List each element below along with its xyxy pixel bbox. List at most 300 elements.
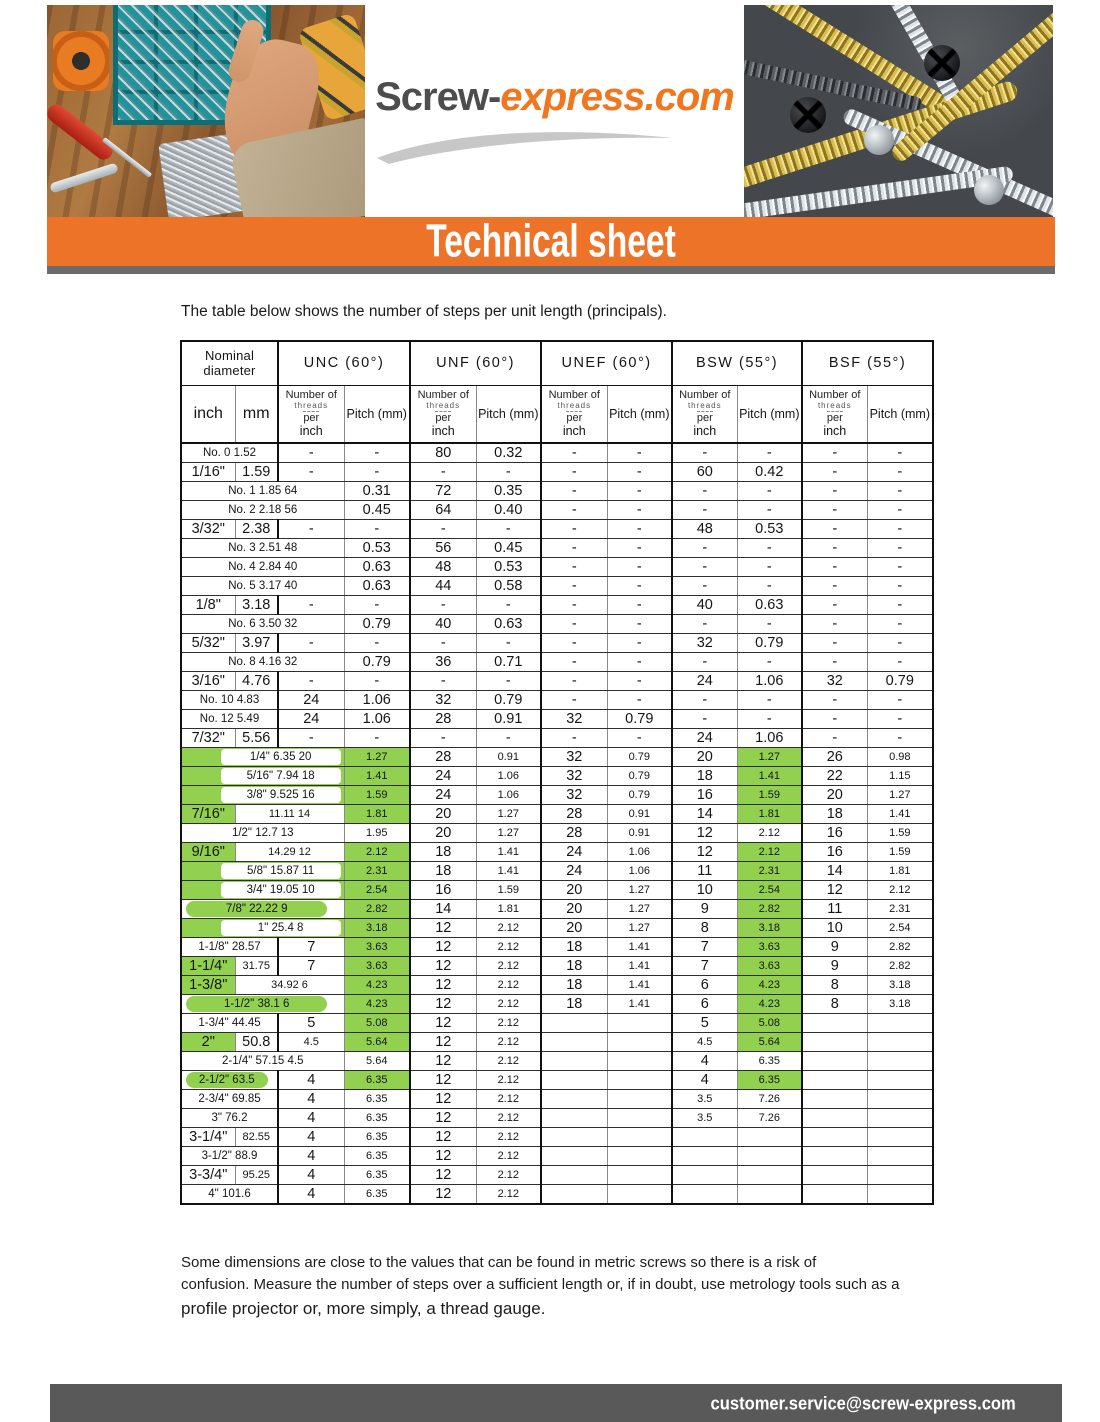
cell (607, 1147, 672, 1166)
cell: 0.53 (737, 520, 802, 539)
cell: - (541, 615, 607, 634)
cell: 11 (802, 900, 867, 919)
note-line: profile projector or, more simply, a thread gauge. (181, 1299, 546, 1318)
cell: 5.08 (344, 1014, 410, 1033)
cell: - (607, 443, 672, 463)
cell: 1.41 (344, 767, 410, 786)
cell: - (541, 653, 607, 672)
cell: 5/32" (181, 634, 235, 653)
cell: 3.63 (344, 957, 410, 976)
cell: 0.40 (476, 501, 541, 520)
cell (541, 1033, 607, 1052)
cell: - (541, 443, 607, 463)
cell: - (802, 710, 867, 729)
cell: 20 (802, 786, 867, 805)
cell: - (476, 672, 541, 691)
cell: 12 (410, 995, 476, 1014)
cell: 32 (541, 748, 607, 767)
cell: - (737, 615, 802, 634)
cell: 5 (278, 1014, 344, 1033)
cell: - (476, 634, 541, 653)
cell: 2.12 (476, 919, 541, 938)
cell: 0.71 (476, 653, 541, 672)
cell: 44 (410, 577, 476, 596)
table-row (181, 634, 933, 653)
cell: 1.59 (867, 843, 933, 862)
cell: - (802, 577, 867, 596)
cell: 3/4" 19.05 10 (181, 881, 344, 900)
cell (802, 1109, 867, 1128)
cell: 4" 101.6 (181, 1185, 278, 1205)
table-row (181, 539, 933, 558)
cell: - (278, 520, 344, 539)
table-row (181, 1014, 933, 1033)
cell: - (410, 634, 476, 653)
table-row (181, 1185, 933, 1205)
cell: No. 6 3.50 32 (181, 615, 344, 634)
cell: - (737, 710, 802, 729)
cell: 0.31 (344, 482, 410, 501)
table-row (181, 786, 933, 805)
cell: - (802, 596, 867, 615)
cell (802, 1052, 867, 1071)
cell: - (278, 443, 344, 463)
col-header-threads-per-inch: Number of threads per inch (541, 385, 607, 443)
cell: 12 (410, 919, 476, 938)
cell: 2.54 (737, 881, 802, 900)
table-row (181, 1147, 933, 1166)
cell (672, 1166, 737, 1185)
cell: 12 (410, 938, 476, 957)
cell: - (476, 596, 541, 615)
cell: 3.63 (344, 938, 410, 957)
table-row (181, 1109, 933, 1128)
cell: 1.59 (235, 463, 278, 482)
cell: 20 (410, 824, 476, 843)
cell: 6.35 (344, 1090, 410, 1109)
cell (541, 1128, 607, 1147)
cell: 6 (672, 976, 737, 995)
cell: 0.91 (607, 824, 672, 843)
cell: 6 (672, 995, 737, 1014)
cell: 7/8" 22.22 9 (181, 900, 344, 919)
table-row (181, 976, 933, 995)
cell: 4 (278, 1090, 344, 1109)
table-row (181, 957, 933, 976)
cell (607, 1166, 672, 1185)
cell: 20 (541, 919, 607, 938)
cell (737, 1128, 802, 1147)
cell: - (737, 577, 802, 596)
cell: - (278, 596, 344, 615)
cell: 3.18 (867, 995, 933, 1014)
cell: - (607, 520, 672, 539)
cell: - (607, 672, 672, 691)
cell: 3.18 (867, 976, 933, 995)
cell: 5 (672, 1014, 737, 1033)
cell (541, 1071, 607, 1090)
cell: 1-3/4" 44.45 (181, 1014, 278, 1033)
thread-table-wrapper (180, 340, 934, 1205)
cell (867, 1014, 933, 1033)
cell: 7 (278, 938, 344, 957)
cell: 9 (802, 957, 867, 976)
cell (802, 1166, 867, 1185)
logo-text-orange: express.com (500, 75, 734, 119)
cell: 0.35 (476, 482, 541, 501)
cell: 2.12 (867, 881, 933, 900)
cell: - (672, 558, 737, 577)
cell: 24 (541, 843, 607, 862)
cell: 3.63 (737, 938, 802, 957)
cell: - (672, 577, 737, 596)
table-row (181, 729, 933, 748)
cell: 5.64 (344, 1052, 410, 1071)
cell: 24 (278, 691, 344, 710)
cell: 2.31 (867, 900, 933, 919)
cell: - (867, 729, 933, 748)
cell: 12 (410, 1128, 476, 1147)
cell: 8 (802, 976, 867, 995)
col-header-pitch: Pitch (mm) (737, 385, 802, 443)
wrench (49, 162, 119, 193)
cell: 0.91 (476, 748, 541, 767)
cell: 2.12 (476, 1147, 541, 1166)
cell: - (476, 520, 541, 539)
cell: 0.79 (344, 653, 410, 672)
cell: - (802, 634, 867, 653)
cell: 1.41 (476, 843, 541, 862)
cell: 1.41 (607, 957, 672, 976)
cell: 0.42 (737, 463, 802, 482)
cell: 0.98 (867, 748, 933, 767)
cell: 6.35 (344, 1185, 410, 1205)
cell: - (476, 463, 541, 482)
cell: 2.12 (476, 1090, 541, 1109)
cell: 1" 25.4 8 (181, 919, 344, 938)
cell: 18 (410, 862, 476, 881)
col-group-bsw: BSW (55°) (672, 341, 802, 385)
cell: - (344, 634, 410, 653)
cell: 24 (410, 786, 476, 805)
cell: 24 (410, 767, 476, 786)
cell: 0.63 (737, 596, 802, 615)
cell: 2.12 (476, 1166, 541, 1185)
cell: 18 (672, 767, 737, 786)
cell: 2.12 (476, 1128, 541, 1147)
cell: - (737, 653, 802, 672)
cell: - (541, 729, 607, 748)
cell: 12 (410, 1014, 476, 1033)
cell: 24 (672, 672, 737, 691)
cell (867, 1166, 933, 1185)
cell: 10 (802, 919, 867, 938)
cell: 20 (541, 881, 607, 900)
col-group-nominal: Nominal diameter (181, 341, 278, 385)
cell: - (278, 463, 344, 482)
cell (607, 1128, 672, 1147)
cell: 48 (410, 558, 476, 577)
cell (607, 1109, 672, 1128)
cell: 32 (541, 710, 607, 729)
cell: 24 (541, 862, 607, 881)
cell: 64 (410, 501, 476, 520)
cell: 28 (541, 824, 607, 843)
cell: 40 (672, 596, 737, 615)
cell: 32 (672, 634, 737, 653)
screw-head (864, 125, 894, 155)
cell: No. 5 3.17 40 (181, 577, 344, 596)
table-row (181, 1128, 933, 1147)
cell: 1-1/2" 38.1 6 (181, 995, 344, 1014)
cell: - (672, 691, 737, 710)
cell: - (867, 577, 933, 596)
cell: 0.53 (476, 558, 541, 577)
cell: 3" 76.2 (181, 1109, 278, 1128)
cell: 72 (410, 482, 476, 501)
page-title: Technical sheet (426, 217, 676, 266)
cell: 9/16" (181, 843, 235, 862)
table-row (181, 501, 933, 520)
cell: 0.91 (476, 710, 541, 729)
cell: 0.79 (867, 672, 933, 691)
cell: 12 (410, 1090, 476, 1109)
cell: 0.53 (344, 539, 410, 558)
cell: 1.06 (476, 767, 541, 786)
col-header-pitch: Pitch (mm) (867, 385, 933, 443)
cell: 0.32 (476, 443, 541, 463)
phillips-screw-head (924, 45, 960, 81)
cell: 11 (672, 862, 737, 881)
cell: 1.06 (344, 691, 410, 710)
col-group-unef: UNEF (60°) (541, 341, 672, 385)
cell: 12 (410, 1033, 476, 1052)
cell: 16 (802, 843, 867, 862)
cell: 3/16" (181, 672, 235, 691)
col-header-threads-per-inch: Number of threads per inch (410, 385, 476, 443)
cell (737, 1185, 802, 1205)
cell: - (344, 520, 410, 539)
cell: - (867, 482, 933, 501)
cell: 3-1/2" 88.9 (181, 1147, 278, 1166)
table-row (181, 1166, 933, 1185)
cell: - (344, 596, 410, 615)
cell: 4.23 (737, 995, 802, 1014)
cell: 2.82 (344, 900, 410, 919)
cell: 6.35 (737, 1071, 802, 1090)
cell: 2.12 (476, 1014, 541, 1033)
cell: - (672, 615, 737, 634)
cell: - (607, 729, 672, 748)
table-row (181, 1052, 933, 1071)
cell (672, 1128, 737, 1147)
cell: 2.54 (867, 919, 933, 938)
table-row (181, 596, 933, 615)
table-row (181, 577, 933, 596)
cell (672, 1147, 737, 1166)
cell: No. 4 2.84 40 (181, 558, 344, 577)
table-row (181, 615, 933, 634)
cell: 32 (541, 767, 607, 786)
cell: 12 (672, 824, 737, 843)
cell (541, 1014, 607, 1033)
cell: 2.12 (476, 995, 541, 1014)
cell: 4 (278, 1109, 344, 1128)
cell (672, 1185, 737, 1205)
cell: 12 (410, 1147, 476, 1166)
cell: - (344, 672, 410, 691)
thread-table (180, 340, 934, 1205)
cell: 16 (672, 786, 737, 805)
col-header-pitch: Pitch (mm) (607, 385, 672, 443)
cell: 0.79 (607, 710, 672, 729)
cell: 1.41 (607, 995, 672, 1014)
cell: 1.27 (476, 805, 541, 824)
cell: 6.35 (344, 1128, 410, 1147)
cell: 0.79 (607, 748, 672, 767)
cell: 1.95 (344, 824, 410, 843)
cell: 1.06 (607, 843, 672, 862)
cell: 6.35 (737, 1052, 802, 1071)
cell: 2-1/4" 57.15 4.5 (181, 1052, 344, 1071)
cell: 5/16" 7.94 18 (181, 767, 344, 786)
cell: 4 (672, 1052, 737, 1071)
cell: - (607, 691, 672, 710)
table-row (181, 748, 933, 767)
screw-head (974, 175, 1004, 205)
cell: - (607, 501, 672, 520)
cell: 1.06 (476, 786, 541, 805)
cell: 2.12 (737, 843, 802, 862)
cell: 4 (672, 1071, 737, 1090)
cell: 2.12 (476, 1071, 541, 1090)
cell: 6.35 (344, 1166, 410, 1185)
cell: 1.41 (867, 805, 933, 824)
table-row (181, 1071, 933, 1090)
cell: 0.79 (344, 615, 410, 634)
cell: 3.18 (235, 596, 278, 615)
cell: 4 (278, 1128, 344, 1147)
cell: 1.59 (344, 786, 410, 805)
cell (541, 1090, 607, 1109)
table-row (181, 443, 933, 463)
cell (802, 1033, 867, 1052)
cell (737, 1166, 802, 1185)
table-row (181, 1033, 933, 1052)
cell: - (541, 634, 607, 653)
cell: 16 (802, 824, 867, 843)
title-banner (47, 217, 1055, 266)
cell: 4 (278, 1185, 344, 1205)
cell: 14 (672, 805, 737, 824)
cell: - (607, 558, 672, 577)
cell: 2" (181, 1033, 235, 1052)
cell: 12 (672, 843, 737, 862)
cell: 0.79 (476, 691, 541, 710)
cell: - (607, 653, 672, 672)
cell: - (541, 539, 607, 558)
cell (867, 1128, 933, 1147)
table-row (181, 672, 933, 691)
cell: 1.59 (867, 824, 933, 843)
phillips-screw-head (790, 97, 826, 133)
cell: 3/32" (181, 520, 235, 539)
cell (867, 1052, 933, 1071)
cell: 1.41 (737, 767, 802, 786)
cell (607, 1071, 672, 1090)
logo-area (365, 5, 744, 217)
cell: 2.82 (737, 900, 802, 919)
cell: 1.06 (737, 672, 802, 691)
cell: - (541, 501, 607, 520)
cell: 1-1/8" 28.57 (181, 938, 278, 957)
cell: 12 (410, 1052, 476, 1071)
col-header-inch: inch (181, 385, 235, 443)
cell: 28 (541, 805, 607, 824)
cell: 0.58 (476, 577, 541, 596)
intro-text: The table below shows the number of steps per unit length (principals). (181, 303, 667, 320)
cell: 12 (802, 881, 867, 900)
cell: 1.27 (607, 900, 672, 919)
cell: 3.5 (672, 1090, 737, 1109)
cell: - (344, 443, 410, 463)
cell (802, 1128, 867, 1147)
cell: 12 (410, 1109, 476, 1128)
cell (541, 1109, 607, 1128)
cell: 2-3/4" 69.85 (181, 1090, 278, 1109)
cell: 0.63 (344, 558, 410, 577)
cell: 50.8 (235, 1033, 278, 1052)
cell: 1/2" 12.7 13 (181, 824, 344, 843)
cell (607, 1090, 672, 1109)
table-row (181, 881, 933, 900)
footer-note (181, 1252, 961, 1322)
cell: 3.97 (235, 634, 278, 653)
cell: 3/8" 9.525 16 (181, 786, 344, 805)
cell: 3.18 (344, 919, 410, 938)
cell: 40 (410, 615, 476, 634)
cell: 12 (410, 976, 476, 995)
cell: - (802, 729, 867, 748)
cell: - (607, 482, 672, 501)
cell (802, 1147, 867, 1166)
cell: 12 (410, 1185, 476, 1205)
cell: - (672, 443, 737, 463)
cell: 8 (672, 919, 737, 938)
cell: - (802, 443, 867, 463)
cell: 7.26 (737, 1090, 802, 1109)
cell: 4 (278, 1071, 344, 1090)
cell (541, 1052, 607, 1071)
cell: - (672, 482, 737, 501)
cell: - (802, 691, 867, 710)
cell: 2.12 (344, 843, 410, 862)
cell: 5.64 (344, 1033, 410, 1052)
cell (867, 1071, 933, 1090)
cell: 2.12 (476, 1033, 541, 1052)
cell: 3-1/4" (181, 1128, 235, 1147)
cell: 5.64 (737, 1033, 802, 1052)
cell: 14.29 12 (235, 843, 344, 862)
cell: 1.81 (476, 900, 541, 919)
cell: - (737, 691, 802, 710)
cell: - (541, 520, 607, 539)
cell: - (802, 520, 867, 539)
cell (802, 1071, 867, 1090)
logo-text-dark: Screw- (375, 75, 501, 119)
cell: 5.08 (737, 1014, 802, 1033)
cell: 0.63 (344, 577, 410, 596)
